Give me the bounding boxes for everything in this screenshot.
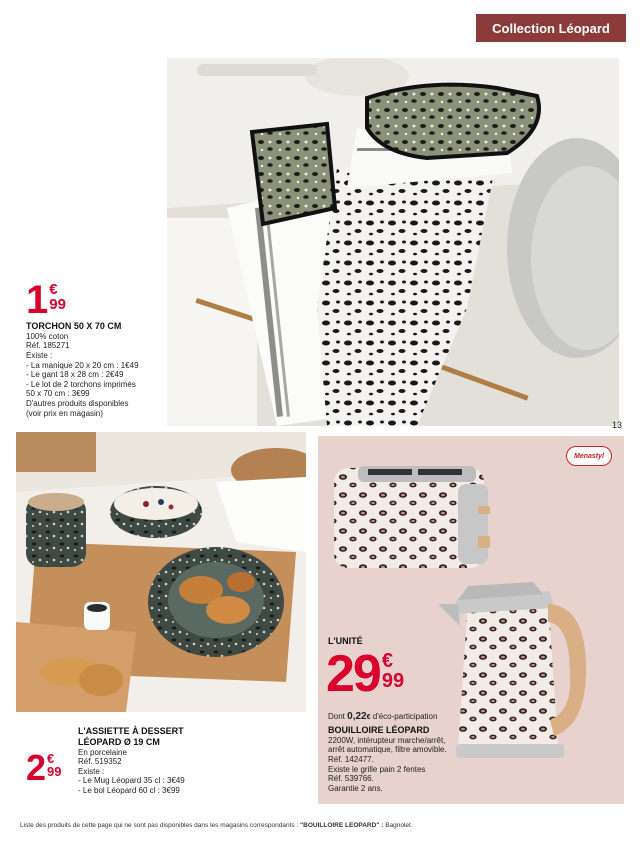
assiette-price-int: 2 — [26, 747, 47, 788]
bouilloire-price-int: 29 — [326, 645, 380, 703]
torchon-line: - Le gant 18 x 28 cm : 2€49 — [26, 370, 124, 380]
assiette-text — [78, 726, 278, 796]
torchon-line: 50 x 70 cm : 3€99 — [26, 389, 90, 399]
assiette-line: Existe : — [78, 766, 105, 776]
torchon-photo — [167, 58, 619, 426]
bouilloire-text — [328, 725, 478, 793]
menastyl-logo: Menastyl — [566, 446, 612, 466]
assiette-title-1: L'ASSIETTE À DESSERT — [78, 726, 184, 736]
assiette-price — [26, 747, 62, 788]
bouilloire-line: Réf. 142477. — [328, 754, 374, 764]
bouilloire-line: arrêt automatique, filtre amovible. — [328, 745, 447, 755]
bouilloire-line: Réf. 539766. — [328, 774, 374, 784]
collection-tag: Collection Léopard — [476, 14, 626, 42]
eco-participation: Dont 0,22€ d'éco-participation — [328, 711, 438, 722]
torchon-line: - Le lot de 2 torchons imprimés — [26, 379, 136, 389]
torchon-price-cents: 99 — [49, 296, 66, 313]
bouilloire-price-currency: € — [381, 650, 393, 672]
torchon-line: Existe : — [26, 350, 53, 360]
page-number: 13 — [612, 420, 623, 430]
bouilloire-price — [326, 645, 405, 703]
breakfast-image — [16, 432, 306, 712]
torchon-line: - La manique 20 x 20 cm : 1€49 — [26, 360, 139, 370]
assiette-line: - Le Mug Léopard 35 cl : 3€49 — [78, 776, 185, 786]
assiette-title-2: LÉOPARD Ø 19 CM — [78, 736, 160, 747]
torchon-line: D'autres produits disponibles — [26, 398, 129, 408]
bouilloire-price-cents: 99 — [381, 670, 405, 692]
assiette-line: Réf. 519352 — [78, 757, 122, 767]
torchon-text — [26, 321, 166, 418]
torchon-title: TORCHON 50 X 70 CM — [26, 321, 122, 331]
kitchen-textiles-image — [167, 58, 619, 426]
bouilloire-line: Existe le grille pain 2 fentes — [328, 764, 426, 774]
assiette-price-currency: € — [47, 751, 55, 766]
torchon-line: 100% coton — [26, 331, 69, 341]
torchon-price-int: 1 — [26, 278, 49, 322]
torchon-price-currency: € — [49, 281, 58, 298]
bouilloire-title: BOUILLOIRE LÉOPARD — [328, 725, 430, 735]
assiette-price-cents: 99 — [47, 764, 62, 779]
torchon-line: (voir prix en magasin) — [26, 408, 103, 418]
unit-label: L'UNITÉ — [328, 636, 363, 646]
assiette-photo — [16, 432, 306, 712]
assiette-line: - Le bol Léopard 60 cl : 3€99 — [78, 785, 180, 795]
bouilloire-line: 2200W, intérupteur marche/arrêt, — [328, 735, 446, 745]
availability-footnote: Liste des produits de cette page qui ne sont pas disponibles dans les magasins correspondants : "BOUILLOIRE LEOPARD" : Bagnolet. — [20, 822, 413, 829]
bouilloire-line: Garantie 2 ans. — [328, 783, 383, 793]
torchon-price — [26, 280, 66, 320]
assiette-line: En porcelaine — [78, 747, 127, 757]
torchon-line: Réf. 185271 — [26, 341, 70, 351]
